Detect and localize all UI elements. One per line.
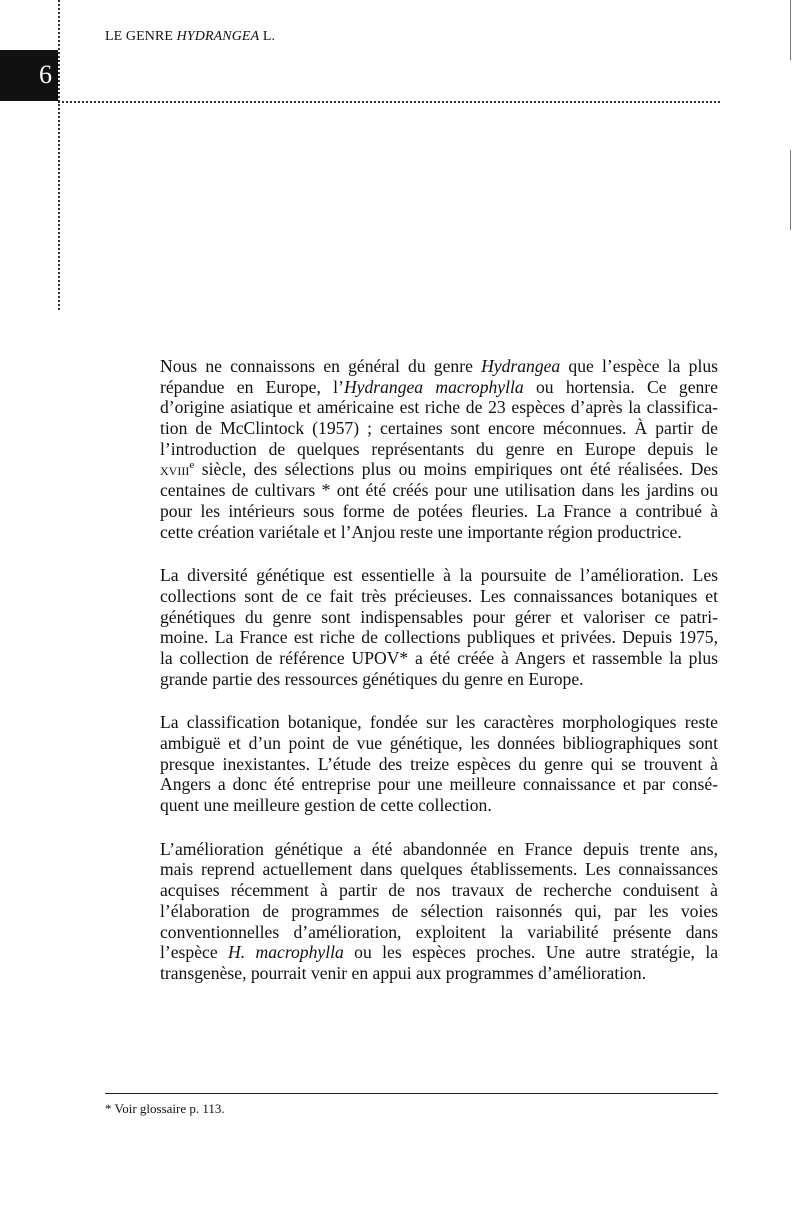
text-run: e <box>189 459 195 472</box>
footnote: * Voir glossaire p. 113. <box>105 1101 225 1116</box>
text-line <box>160 669 718 690</box>
text-line <box>160 607 718 628</box>
text-line <box>160 859 718 880</box>
text-line <box>160 501 718 522</box>
text-run: ou hortensia. Ce genre <box>523 376 718 397</box>
text-line <box>160 418 718 439</box>
text-run: pour les intérieurs sous forme de potées fleuries. La France a contribué à <box>160 500 718 521</box>
text-run: ou les espèces proches. Une autre stratégie, la <box>343 942 719 963</box>
text-line <box>160 480 718 501</box>
text-line <box>160 795 718 816</box>
paragraph <box>160 356 718 542</box>
text-run: d’origine asiatique et américaine est riche de 23 espèces d’après la classifica- <box>160 397 718 418</box>
text-run: mais reprend actuellement dans quelques établissements. Les connaissances <box>160 859 718 880</box>
paragraph <box>160 565 718 689</box>
text-line <box>160 377 718 398</box>
text-run: que l’espèce la plus <box>560 356 718 376</box>
text-line <box>160 754 718 775</box>
text-run: collections sont de ce fait très précieuses. Les connaissances botaniques et <box>160 585 718 606</box>
text-run: grande partie des ressources génétiques du genre en Europe. <box>160 668 584 689</box>
text-line <box>160 901 718 922</box>
text-line <box>160 459 718 480</box>
text-run: siècle, des sélections plus ou moins empiriques ont été réalisées. Des <box>194 459 718 480</box>
text-run: l’élaboration de programmes de sélection raisonnés qui, par les voies <box>160 900 718 921</box>
paragraph <box>160 839 718 984</box>
running-title-text: LE GENRE <box>105 29 177 44</box>
text-line <box>160 963 718 984</box>
text-run: l’espèce <box>160 942 229 963</box>
body-text <box>160 356 718 1007</box>
text-run: conventionnelles d’amélioration, exploitent la variabilité présente dans <box>160 921 718 942</box>
margin-dotted-rule-vertical <box>58 0 60 310</box>
text-run: centaines de cultivars * ont été créés pour une utilisation dans les jardins ou <box>160 480 718 501</box>
running-title <box>105 29 275 45</box>
text-run: presque inexistantes. L’étude des treize espèces du genre qui se trouvent à <box>160 753 718 774</box>
running-title-suffix: L. <box>259 29 276 44</box>
italic-text: Hydrangea macrophylla <box>343 376 524 397</box>
text-run: Nous ne connaissons en général du genre <box>160 356 482 376</box>
text-run: quent une meilleure gestion de cette collection. <box>160 795 492 816</box>
text-line <box>160 942 718 963</box>
text-run: génétiques du genre sont indispensables pour gérer et valoriser ce patri- <box>160 606 718 627</box>
text-run: tion de McClintock (1957) ; certaines sont encore méconnues. À partir de <box>160 418 718 439</box>
text-line <box>160 880 718 901</box>
text-line <box>160 439 718 460</box>
text-line <box>160 565 718 586</box>
text-line <box>160 356 718 377</box>
text-line <box>160 839 718 860</box>
text-line <box>160 733 718 754</box>
text-run: la collection de référence UPOV* a été créée à Angers et rassemble la plus <box>160 647 718 668</box>
text-run: ambiguë et d’un point de vue génétique, les données bibliographiques sont <box>160 733 718 753</box>
text-line <box>160 397 718 418</box>
text-run: cette création variétale et l’Anjou reste une importante région productrice. <box>160 521 682 542</box>
italic-text: Hydrangea <box>481 356 561 376</box>
footnote-rule <box>105 1093 718 1094</box>
text-run: acquises récemment à partir de nos travaux de recherche conduisent à <box>160 880 718 901</box>
text-line <box>160 586 718 607</box>
text-line <box>160 774 718 795</box>
text-line <box>160 712 718 733</box>
page-number: 6 <box>39 60 52 89</box>
text-run: l’introduction de quelques représentants du genre en Europe depuis le <box>160 438 718 459</box>
text-run: Angers a donc été entreprise pour une meilleure connaissance et par consé- <box>160 774 718 795</box>
text-run: L’amélioration génétique a été abandonnée en France depuis trente ans, <box>160 838 718 859</box>
italic-text: H. macrophylla <box>228 942 344 963</box>
text-run: xviii <box>160 459 190 480</box>
text-run: moine. La France est riche de collections publiques et privées. Depuis 1975, <box>160 627 718 648</box>
scan-edge-mark <box>790 150 791 230</box>
text-line <box>160 648 718 669</box>
page-number-box <box>0 50 58 101</box>
text-line <box>160 522 718 543</box>
text-run: La diversité génétique est essentielle à la poursuite de l’amélioration. Les <box>160 565 718 586</box>
text-line <box>160 627 718 648</box>
text-run: répandue en Europe, l’ <box>160 376 344 397</box>
text-line <box>160 922 718 943</box>
header-dotted-rule <box>58 101 720 103</box>
text-run: La classification botanique, fondée sur les caractères morphologiques reste <box>160 712 718 733</box>
text-run: transgenèse, pourrait venir en appui aux programmes d’amélioration. <box>160 962 647 983</box>
scan-edge-mark <box>790 0 791 60</box>
running-title-genus: HYDRANGEA <box>176 29 260 44</box>
paragraph <box>160 712 718 815</box>
